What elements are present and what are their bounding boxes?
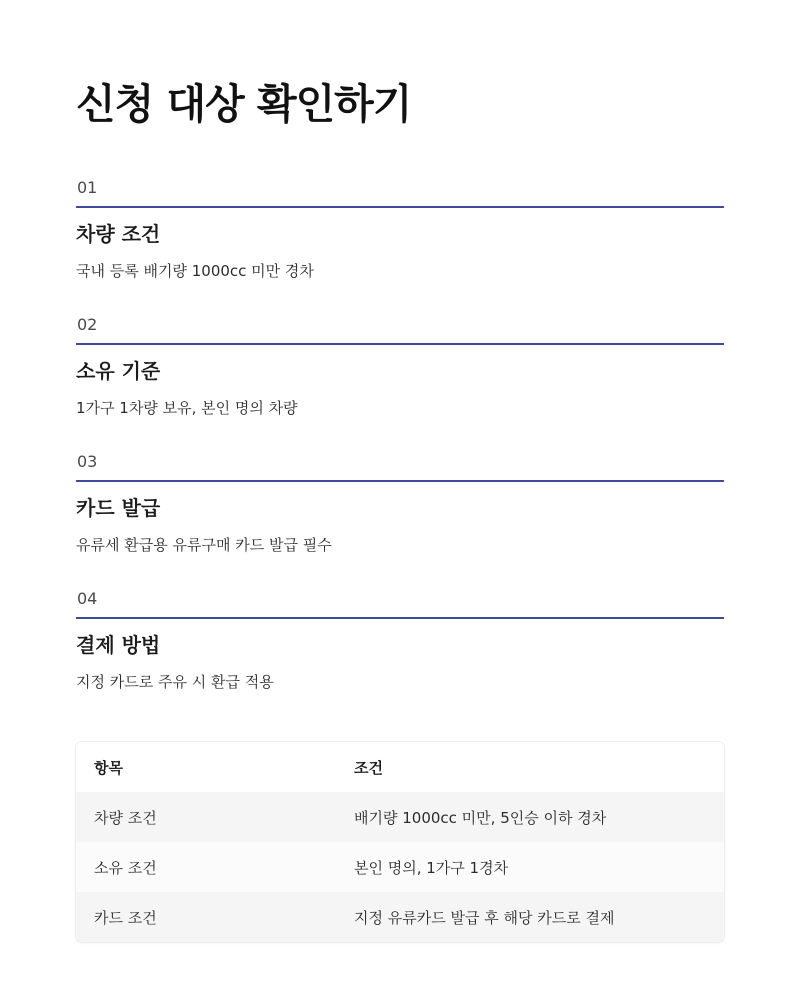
section-divider bbox=[76, 480, 724, 482]
section-description: 지정 카드로 주유 시 환급 적용 bbox=[76, 673, 274, 691]
section-number: 03 bbox=[77, 452, 98, 471]
table-row bbox=[76, 792, 724, 842]
table-header-row bbox=[76, 742, 724, 792]
section-number: 02 bbox=[77, 315, 98, 334]
section-heading: 카드 발급 bbox=[76, 496, 161, 520]
table-row bbox=[76, 892, 724, 942]
section-number: 01 bbox=[77, 178, 98, 197]
table-cell-condition: 배기량 1000cc 미만, 5인승 이하 경차 bbox=[336, 792, 724, 842]
section-description: 국내 등록 배기량 1000cc 미만 경차 bbox=[76, 262, 314, 280]
section-vehicle bbox=[76, 178, 724, 315]
section-number: 04 bbox=[77, 589, 98, 608]
section-payment bbox=[76, 589, 724, 726]
section-heading: 소유 기준 bbox=[76, 359, 161, 383]
table-row bbox=[76, 842, 724, 892]
section-divider bbox=[76, 206, 724, 208]
page-title: 신청 대상 확인하기 bbox=[76, 80, 412, 128]
table-cell-item: 차량 조건 bbox=[76, 792, 336, 842]
section-ownership bbox=[76, 315, 724, 452]
column-header-item: 항목 bbox=[76, 742, 336, 792]
conditions-table bbox=[76, 742, 724, 942]
section-card bbox=[76, 452, 724, 589]
section-divider bbox=[76, 343, 724, 345]
table-cell-condition: 지정 유류카드 발급 후 해당 카드로 결제 bbox=[336, 892, 724, 942]
section-divider bbox=[76, 617, 724, 619]
table-cell-condition: 본인 명의, 1가구 1경차 bbox=[336, 842, 724, 892]
table-cell-item: 소유 조건 bbox=[76, 842, 336, 892]
section-description: 유류세 환급용 유류구매 카드 발급 필수 bbox=[76, 536, 332, 554]
column-header-condition: 조건 bbox=[336, 742, 724, 792]
table-cell-item: 카드 조건 bbox=[76, 892, 336, 942]
eligibility-sections bbox=[76, 178, 724, 726]
section-heading: 결제 방법 bbox=[76, 633, 161, 657]
section-heading: 차량 조건 bbox=[76, 222, 161, 246]
section-description: 1가구 1차량 보유, 본인 명의 차량 bbox=[76, 399, 298, 417]
